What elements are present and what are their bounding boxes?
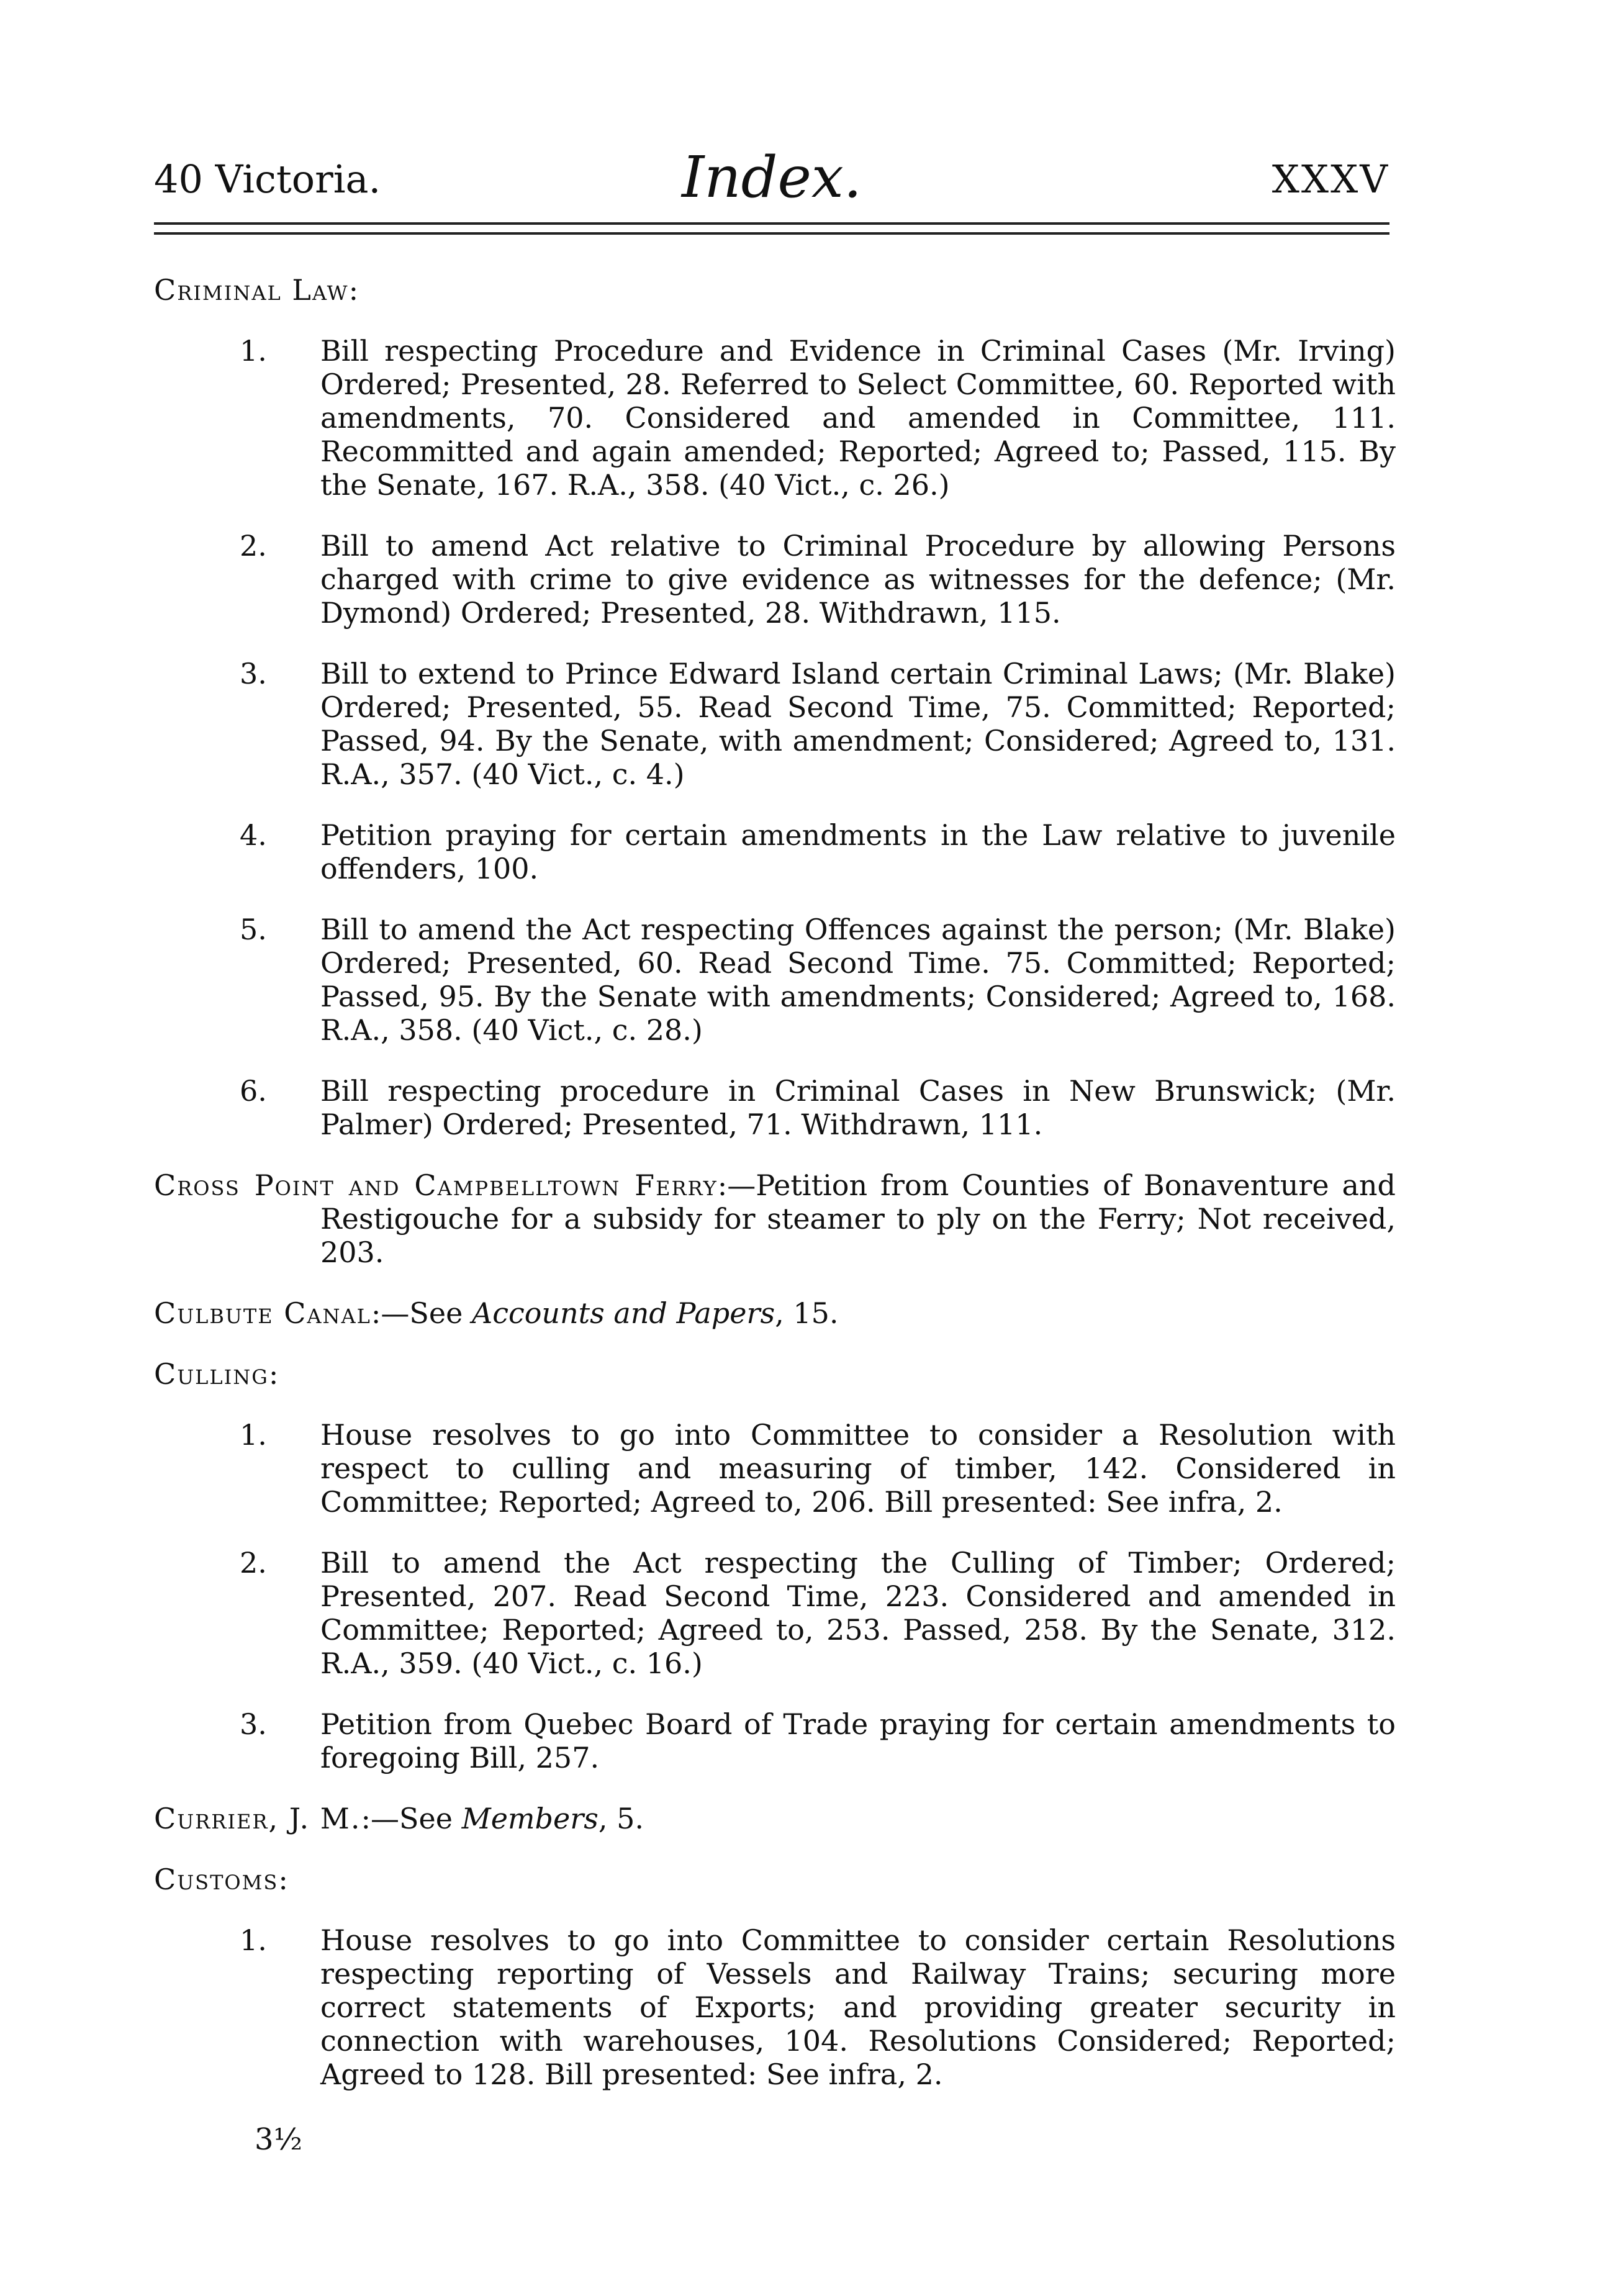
entry-cross-point-ferry: Cross Point and Campbelltown Ferry:—Petition from Counties of Bonaventure and Restigouche for a subsidy for steamer to ply on the Ferry; Not received, 203. <box>154 1168 1396 1269</box>
section-heading-criminal-law: Criminal Law: <box>154 273 359 307</box>
list-item: 1. House resolves to go into Committee to consider a Resolution with respect to culling and measuring of timber, 142. Considered in Committee; Reported; Agreed to, 206. Bill presented: See infra, 2. <box>240 1418 1396 1519</box>
list-item: 5. Bill to amend the Act respecting Offences against the person; (Mr. Blake) Ordered; Presented, 60. Read Second Time. 75. Committed; Reported; Passed, 95. By the Senate with amendments; Considered; Agreed to, 168. R.A., 358. (40 Vict., c. 28.) <box>240 913 1396 1047</box>
entry-culbute-canal: Culbute Canal:—See Accounts and Papers, 15. <box>154 1296 839 1330</box>
page-number: XXXV <box>1272 156 1389 202</box>
page-header <box>154 144 1389 212</box>
signature-mark: 3½ <box>255 2122 303 2157</box>
header-rule-top <box>154 222 1389 225</box>
page-title: Index. <box>681 144 862 210</box>
list-item: 3. Bill to extend to Prince Edward Island certain Criminal Laws; (Mr. Blake) Ordered; Presented, 55. Read Second Time, 75. Committed; Reported; Passed, 94. By the Senate, with amendment; Considered; Agreed to, 131. R.A., 357. (40 Vict., c. 4.) <box>240 657 1396 791</box>
index-content <box>154 273 1396 2118</box>
entry-currier: Currier, J. M.:—See Members, 5. <box>154 1802 644 1835</box>
header-rule-bottom <box>154 232 1389 235</box>
list-item: 6. Bill respecting procedure in Criminal Cases in New Brunswick; (Mr. Palmer) Ordered; Presented, 71. Withdrawn, 111. <box>240 1074 1396 1141</box>
list-item: 2. Bill to amend Act relative to Criminal Procedure by allowing Persons charged with crime to give evidence as witnesses for the defence; (Mr. Dymond) Ordered; Presented, 28. Withdrawn, 115. <box>240 529 1396 630</box>
list-item: 4. Petition praying for certain amendments in the Law relative to juvenile offenders, 100. <box>240 818 1396 885</box>
section-heading-customs: Customs: <box>154 1863 288 1896</box>
volume-label: 40 Victoria. <box>154 156 381 202</box>
list-item: 1. Bill respecting Procedure and Evidence in Criminal Cases (Mr. Irving) Ordered; Presented, 28. Referred to Select Committee, 60. Reported with amendments, 70. Considered and amended in Committee, 111. Recommitted and again amended; Reported; Agreed to; Passed, 115. By the Senate, 167. R.A., 358. (40 Vict., c. 26.) <box>240 334 1396 502</box>
section-heading-culling: Culling: <box>154 1357 279 1391</box>
list-item: 1. House resolves to go into Committee to consider certain Resolutions respecting reporting of Vessels and Railway Trains; securing more correct statements of Exports; and providing greater security in connection with warehouses, 104. Resolutions Considered; Reported; Agreed to 128. Bill presented: See infra, 2. <box>240 1923 1396 2091</box>
list-item: 3. Petition from Quebec Board of Trade praying for certain amendments to foregoing Bill, 257. <box>240 1707 1396 1774</box>
list-item: 2. Bill to amend the Act respecting the Culling of Timber; Ordered; Presented, 207. Read Second Time, 223. Considered and amended in Committee; Reported; Agreed to, 253. Passed, 258. By the Senate, 312. R.A., 359. (40 Vict., c. 16.) <box>240 1546 1396 1680</box>
